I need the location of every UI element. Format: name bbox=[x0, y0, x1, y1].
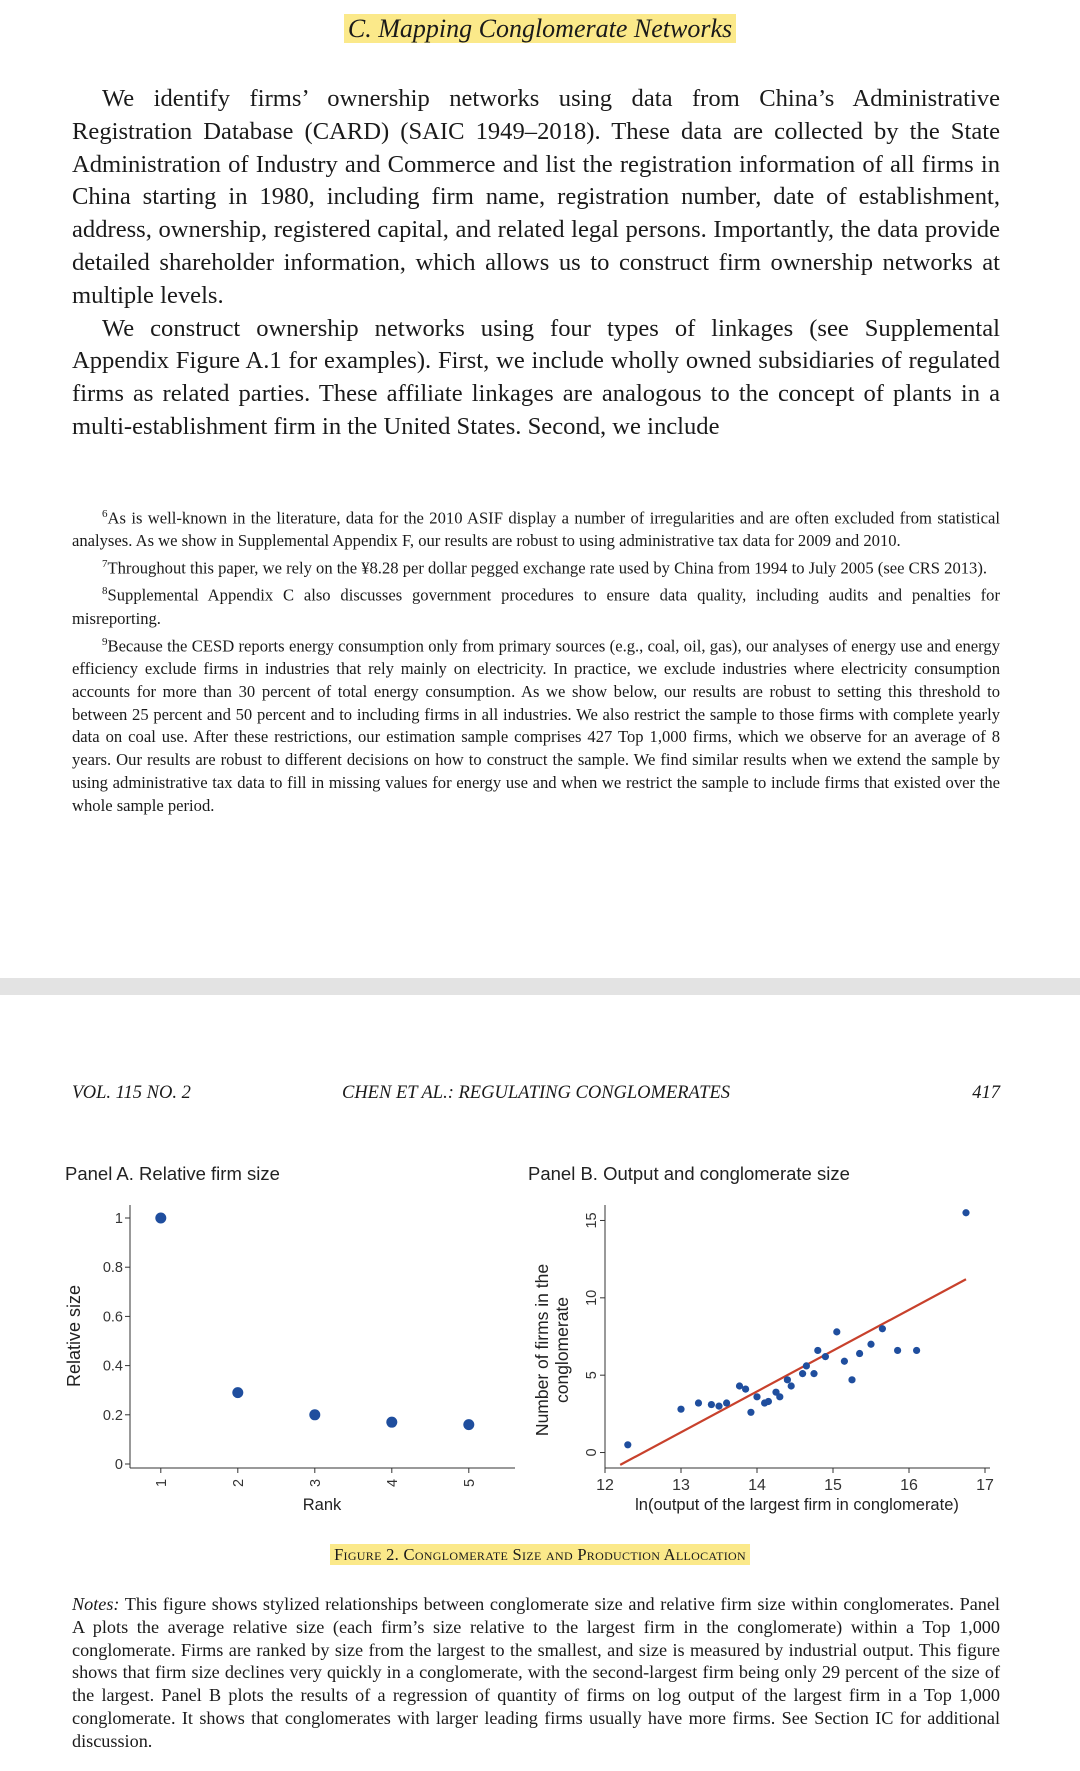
panel-b-point bbox=[788, 1382, 795, 1389]
footnote-number: 9 bbox=[102, 635, 108, 648]
section-heading: C. Mapping Conglomerate Networks bbox=[0, 14, 1080, 44]
panel-b-point bbox=[784, 1376, 791, 1383]
panel-b-point bbox=[833, 1328, 840, 1335]
panel-a-y-tick-label: 0.2 bbox=[102, 1407, 123, 1424]
running-head bbox=[72, 1083, 1000, 1107]
panel-b-point bbox=[810, 1370, 817, 1377]
running-title: CHEN ET AL.: REGULATING CONGLOMERATES bbox=[341, 1083, 731, 1103]
footnote: $^7$Throughout this paper, we rely on the ¥8.28 per dollar pegged exchange rate used by China from 1994 to July 2005 (see CRS 2013). bbox=[102, 558, 988, 578]
panel-b-point bbox=[913, 1347, 920, 1354]
journal-volume: VOL. 115 NO. 2 bbox=[72, 1083, 191, 1103]
panel-b-y-tick-label: 5 bbox=[584, 1371, 600, 1380]
panel-b-point bbox=[894, 1347, 901, 1354]
footnote-number: 8 bbox=[102, 585, 108, 598]
panel-b-y-tick-label: 0 bbox=[584, 1448, 600, 1457]
panel-a-x-tick-label: 4 bbox=[384, 1478, 401, 1488]
panel-b-point bbox=[695, 1399, 702, 1406]
panel-b-point bbox=[765, 1398, 772, 1405]
footnote-number: 7 bbox=[102, 558, 108, 571]
footnote-number: 6 bbox=[102, 508, 108, 520]
panel-b-point bbox=[799, 1370, 806, 1377]
panel-b-title: Panel B. Output and conglomerate size bbox=[528, 1163, 850, 1184]
panel-a-point bbox=[463, 1419, 474, 1430]
panel-a-point bbox=[386, 1417, 397, 1428]
panel-a-x-tick-label: 5 bbox=[461, 1478, 478, 1488]
panel-b-point bbox=[814, 1347, 821, 1354]
panel-b-fit-line bbox=[620, 1279, 966, 1465]
footnotes bbox=[72, 503, 1000, 817]
panel-a-point bbox=[155, 1213, 166, 1224]
panel-b-point bbox=[776, 1393, 783, 1400]
footnote: $^8$Supplemental Appendix C also discusses government procedures to ensure data quality, including audits and penalties for misreporting. bbox=[72, 585, 1000, 628]
panel-b-point bbox=[856, 1350, 863, 1357]
panel-a-y-tick-label: 0.8 bbox=[102, 1260, 123, 1277]
figure-caption: Figure 2. Conglomerate Size and Production Allocation bbox=[0, 1545, 1080, 1565]
panel-b-point bbox=[822, 1353, 829, 1360]
footnote: $^9$Because the CESD reports energy consumption only from primary sources (e.g., coal, oil, gas), our analyses of energy use and energy efficiency exclude firms in industries that rely mainly on electricity. In practice, we exclude industries where electricity consumption accounts for more than 30 percent of total energy consumption. As we show below, our results are robust to setting this threshold to between 25 percent and 50 percent and to including firms in all industries. We also restrict the sample to those firms with complete yearly data on coal use. After these restrictions, our estimation sample comprises 427 Top 1,000 firms, which we observe for an average of 8 years. Our results are robust to different decisions on how to construct the sample. We find similar results when we extend the sample by using administrative tax data to fill in missing values for energy use and when we restrict the sample to include firms that existed over the whole sample period. bbox=[72, 635, 1000, 815]
panel-a-x-tick-label: 1 bbox=[153, 1478, 170, 1488]
panel-b bbox=[528, 1163, 994, 1514]
panel-b-point bbox=[753, 1393, 760, 1400]
panel-b-point bbox=[867, 1341, 874, 1348]
panel-b-point bbox=[747, 1409, 754, 1416]
panel-a-y-tick-label: 0 bbox=[114, 1457, 123, 1473]
notes-text: This figure shows stylized relationships between conglomerate size and relative firm size within conglomerates. Panel A plots the average relative size (each firm’s size relative to the largest firm in the conglomerate) within a Top 1,000 conglomerate. Firms are ranked by size from the largest to the smallest, and size is measured by industrial output. This figure shows that firm size declines very quickly in a conglomerate, with the second-largest firm being only 29 percent of the size of the largest. Panel B plots the results of a regression of quantity of firms on log output of the largest firm in a Top 1,000 conglomerate. It shows that conglomerates with larger leading firms usually have more firms. See Section IC for additional discussion. bbox=[72, 1594, 1000, 1751]
panel-a-point bbox=[309, 1409, 320, 1420]
panel-a-x-tick-label: 2 bbox=[230, 1478, 247, 1488]
panel-b-point bbox=[723, 1399, 730, 1406]
panel-b-point bbox=[708, 1401, 715, 1408]
panel-b-point bbox=[736, 1382, 743, 1389]
notes-label: Notes: bbox=[72, 1594, 120, 1614]
panel-b-x-tick-label: 12 bbox=[596, 1477, 614, 1494]
panel-b-y-label bbox=[532, 1264, 572, 1436]
panel-b-x-label: ln(output of the largest firm in conglomerate) bbox=[635, 1496, 959, 1514]
svg-text:conglomerate: conglomerate bbox=[552, 1296, 572, 1404]
panel-a-point bbox=[232, 1387, 243, 1398]
panel-b-point bbox=[715, 1403, 722, 1410]
panel-a-y-label: Relative size bbox=[64, 1284, 84, 1388]
panel-a-y-tick-label: 0.4 bbox=[102, 1358, 123, 1375]
panel-a-y-tick-label: 0.6 bbox=[102, 1309, 123, 1326]
panel-a-y-tick-label: 1 bbox=[114, 1211, 123, 1227]
panel-b-point bbox=[841, 1358, 848, 1365]
svg-text:Number of firms in the: Number of firms in the bbox=[532, 1263, 552, 1437]
panel-a-x-label: Rank bbox=[302, 1496, 342, 1514]
panel-b-x-tick-label: 13 bbox=[672, 1477, 690, 1494]
panel-b-point bbox=[742, 1386, 749, 1393]
panel-a-x-tick-label: 3 bbox=[307, 1478, 324, 1488]
panel-b-x-tick-label: 15 bbox=[824, 1477, 842, 1494]
panel-b-point bbox=[879, 1325, 886, 1332]
panel-b-point bbox=[848, 1376, 855, 1383]
panel-b-point bbox=[677, 1406, 684, 1413]
panel-a-title: Panel A. Relative firm size bbox=[65, 1163, 280, 1184]
panel-b-y-tick-label: 10 bbox=[584, 1289, 600, 1306]
panel-b-x-tick-label: 14 bbox=[748, 1477, 766, 1494]
body-paragraph: We construct ownership networks using four types of linkages (see Supplemental Appendix Figure A.1 for examples). First, we include wholly owned subsidiaries of regulated firms as related parties. These affiliate linkages are analogous to the concept of plants in a multi-establishment firm in the United States. Second, we include bbox=[72, 314, 1000, 440]
page-number: 417 bbox=[972, 1083, 1000, 1103]
figure-2 bbox=[0, 1150, 1080, 1520]
footnote: $^6$As is well-known in the literature, data for the 2010 ASIF display a number of irregularities and are often excluded from statistical analyses. As we show in Supplemental Appendix F, our results are robust to using administrative tax data for 2009 and 2010. bbox=[72, 508, 1000, 551]
panel-b-point bbox=[962, 1209, 969, 1216]
panel-b-x-tick-label: 17 bbox=[976, 1477, 994, 1494]
page-separator bbox=[0, 978, 1080, 995]
panel-a bbox=[64, 1163, 515, 1514]
figure-notes bbox=[72, 1593, 1000, 1753]
body-text bbox=[72, 83, 1000, 444]
panel-b-x-tick-label: 16 bbox=[900, 1477, 918, 1494]
body-paragraph: We identify firms’ ownership networks using data from China’s Administrative Registration Database (CARD) (SAIC 1949–2018). These data are collected by the State Administration of Industry and Commerce and list the registration information of all firms in China starting in 1980, including firm name, registration number, date of establishment, address, ownership, registered capital, and related legal persons. Importantly, the data provide detailed shareholder information, which allows us to construct firm ownership networks at multiple levels. bbox=[72, 85, 1000, 309]
panel-b-point bbox=[803, 1362, 810, 1369]
panel-b-point bbox=[624, 1441, 631, 1448]
panel-b-y-tick-label: 15 bbox=[584, 1212, 600, 1229]
